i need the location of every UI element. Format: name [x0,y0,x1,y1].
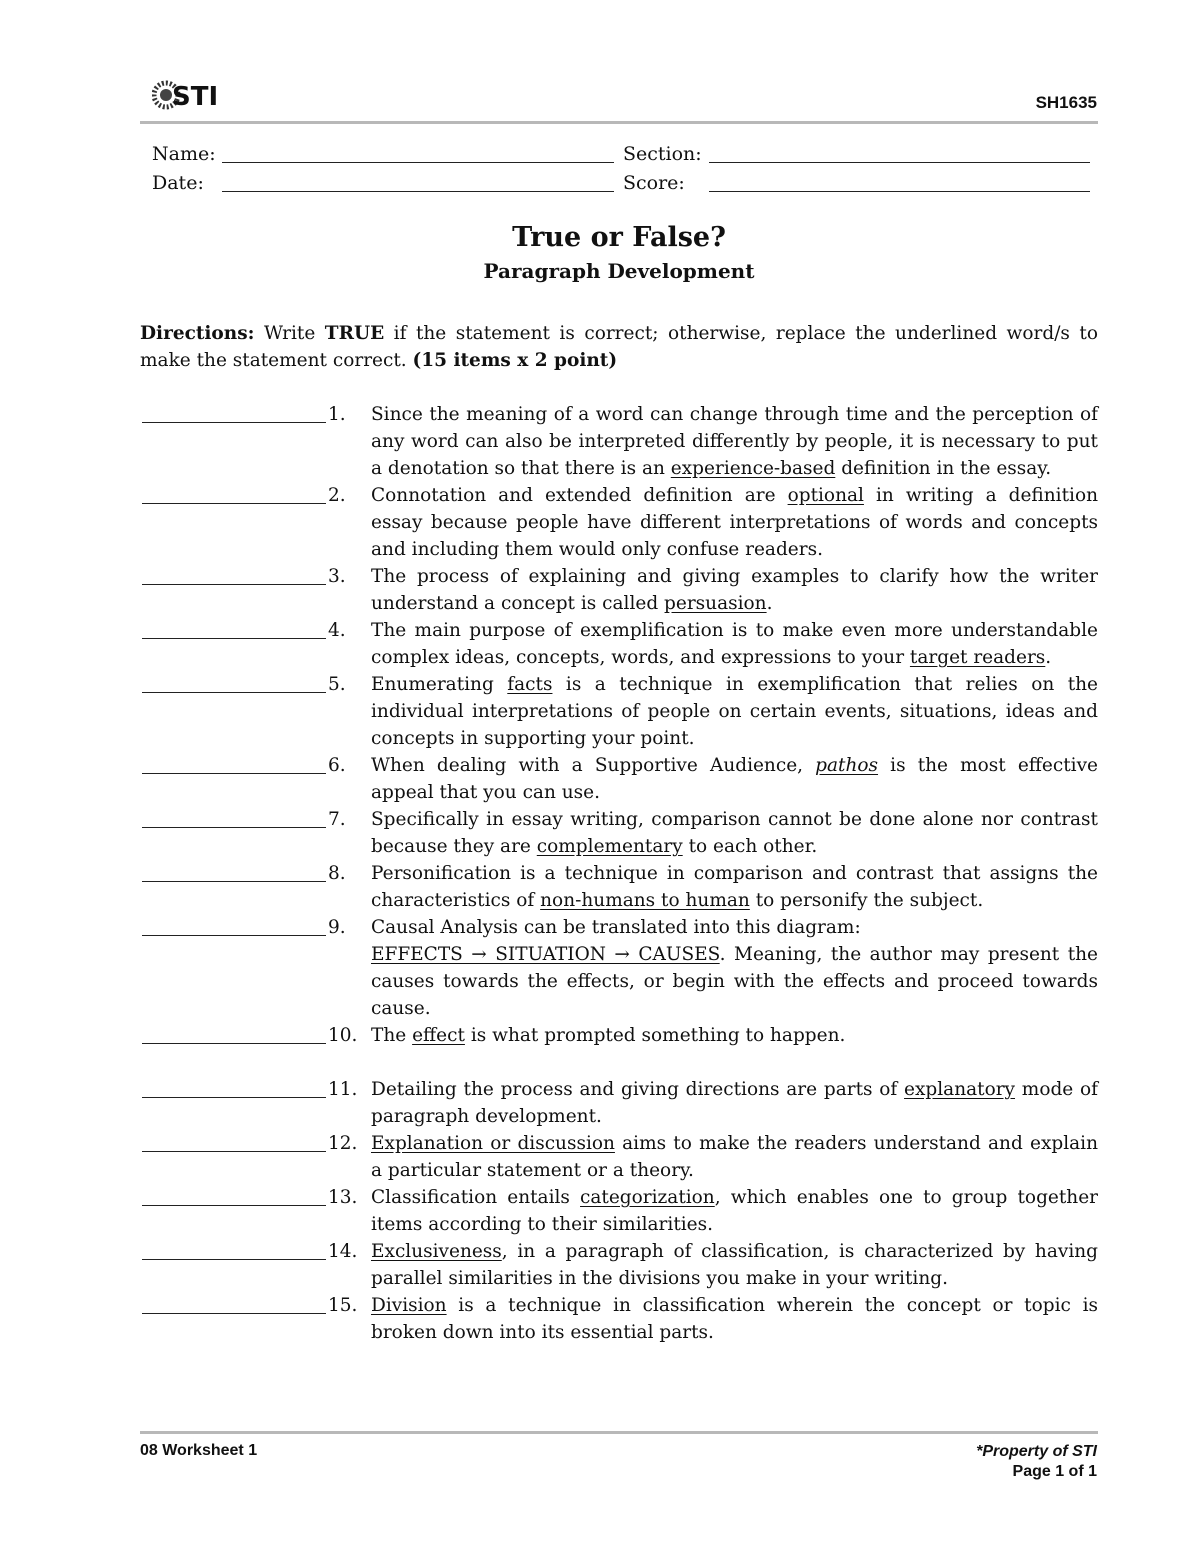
question-list [140,401,1098,1346]
directions-points: (15 items x 2 point) [412,350,618,371]
question-text: Explanation or discussion aims to make the readers understand and explain a particular statement or a theory. [371,1133,1098,1181]
question-item [140,860,1098,914]
date-input-line[interactable] [222,191,614,192]
question-number: 11. [328,1079,358,1100]
footer-divider [140,1431,1098,1434]
answer-blank[interactable] [142,1292,326,1314]
footer-info [976,1442,1097,1482]
underlined-term: Division [371,1295,447,1316]
header-divider [140,121,1098,124]
name-input-line[interactable] [222,162,614,163]
question-number: 9. [328,917,346,938]
underlined-term: optional [787,485,864,506]
underlined-term: experience-based [670,458,836,479]
worksheet-subtitle: Paragraph Development [483,259,755,283]
answer-blank[interactable] [142,1238,326,1260]
sti-logo [152,78,224,112]
directions-text-1: Write [254,323,325,344]
question-item [140,617,1098,671]
question-number: 6. [328,755,346,776]
underlined-term: Exclusiveness [371,1241,502,1262]
underlined-term: target readers [909,647,1046,668]
answer-blank[interactable] [142,1184,326,1206]
question-number: 2. [328,485,346,506]
underlined-term: pathos [815,755,879,776]
underlined-term: explanatory [904,1079,1016,1100]
underlined-term: Explanation or discussion [371,1133,615,1154]
directions [140,320,1098,374]
score-label: Score: [623,172,685,194]
logo-text: STI [172,82,219,112]
question-text: Specifically in essay writing, comparison cannot be done alone nor contrast because they are complementary to each other. [371,809,1098,857]
directions-true-word: TRUE [324,323,385,344]
answer-blank[interactable] [142,563,326,585]
question-number: 15. [328,1295,358,1316]
question-number: 8. [328,863,346,884]
property-notice: *Property of STI [976,1443,1097,1460]
question-item [140,806,1098,860]
score-input-line[interactable] [709,191,1090,192]
answer-blank[interactable] [142,482,326,504]
directions-lead: Directions: [140,323,255,344]
question-item [140,563,1098,617]
question-text: Classification entails categorization, which enables one to group together items according to their similarities. [371,1187,1098,1235]
question-number: 5. [328,674,346,695]
document-code: SH1635 [1035,93,1097,112]
question-item [140,1022,1098,1049]
underlined-term: non-humans to human [540,890,750,911]
question-number: 14. [328,1241,358,1262]
directions-text-2: if the statement is correct; otherwise, replace the underlined word/s to make the statement correct. [140,323,1098,371]
question-text: The process of explaining and giving examples to clarify how the writer understand a concept is called persuasion. [371,566,1098,614]
answer-blank[interactable] [142,617,326,639]
answer-blank[interactable] [142,806,326,828]
question-text: Division is a technique in classification wherein the concept or topic is broken down into its essential parts. [371,1295,1098,1343]
answer-blank[interactable] [142,860,326,882]
answer-blank[interactable] [142,752,326,774]
underlined-term: EFFECTS → SITUATION → CAUSES [371,944,720,965]
question-number: 10. [328,1025,358,1046]
question-item [140,914,1098,1022]
question-item [140,1238,1098,1292]
question-text: The main purpose of exemplification is to make even more understandable complex ideas, concepts, words, and expressions to your target readers. [371,620,1098,668]
question-text: Connotation and extended definition are optional in writing a definition essay because people have different interpretations of words and concepts and including them would only confuse readers. [371,485,1099,560]
answer-blank[interactable] [142,1022,326,1044]
underlined-term: persuasion [664,593,767,614]
worksheet-title: True or False? [512,222,726,253]
worksheet-label: 08 Worksheet 1 [140,1442,258,1459]
question-text: Enumerating facts is a technique in exemplification that relies on the individual interpretations of people on certain events, situations, ideas and concepts in supporting your point. [371,674,1099,749]
question-text: Detailing the process and giving directions are parts of explanatory mode of paragraph development. [371,1079,1099,1127]
question-text: Causal Analysis can be translated into this diagram: EFFECTS → SITUATION → CAUSES. Meaning, the author may present the causes towards the effects, or begin with the effects and proceed towards cause. [371,917,1098,1019]
answer-blank[interactable] [142,401,326,423]
question-item [140,1130,1098,1184]
underlined-term: categorization [580,1187,715,1208]
section-input-line[interactable] [709,162,1090,163]
question-item [140,482,1098,563]
question-number: 12. [328,1133,358,1154]
question-text: Since the meaning of a word can change through time and the perception of any word can also be interpreted differently by people, it is necessary to put a denotation so that there is an experience-based definition in the essay. [371,404,1098,479]
question-text: Personification is a technique in comparison and contrast that assigns the characteristics of non-humans to human to personify the subject. [371,863,1098,911]
underlined-term: effect [412,1025,465,1046]
question-number: 7. [328,809,346,830]
question-text: The effect is what prompted something to happen. [371,1025,846,1046]
date-label: Date: [152,172,204,194]
answer-blank[interactable] [142,1130,326,1152]
question-item [140,1184,1098,1238]
question-number: 3. [328,566,346,587]
question-item [140,1292,1098,1346]
question-number: 13. [328,1187,358,1208]
answer-blank[interactable] [142,914,326,936]
question-number: 1. [328,404,346,425]
question-item [140,1076,1098,1130]
question-item [140,752,1098,806]
underlined-term: facts [507,674,553,695]
question-item [140,401,1098,482]
answer-blank[interactable] [142,1076,326,1098]
question-item [140,671,1098,752]
underlined-term: complementary [536,836,683,857]
page-number: Page 1 of 1 [1012,1463,1097,1480]
section-label: Section: [623,143,702,165]
question-text: When dealing with a Supportive Audience, pathos is the most effective appeal that you can use. [371,755,1098,803]
question-number: 4. [328,620,346,641]
name-label: Name: [152,143,216,165]
answer-blank[interactable] [142,671,326,693]
question-text: Exclusiveness, in a paragraph of classification, is characterized by having parallel similarities in the divisions you make in your writing. [371,1241,1098,1289]
